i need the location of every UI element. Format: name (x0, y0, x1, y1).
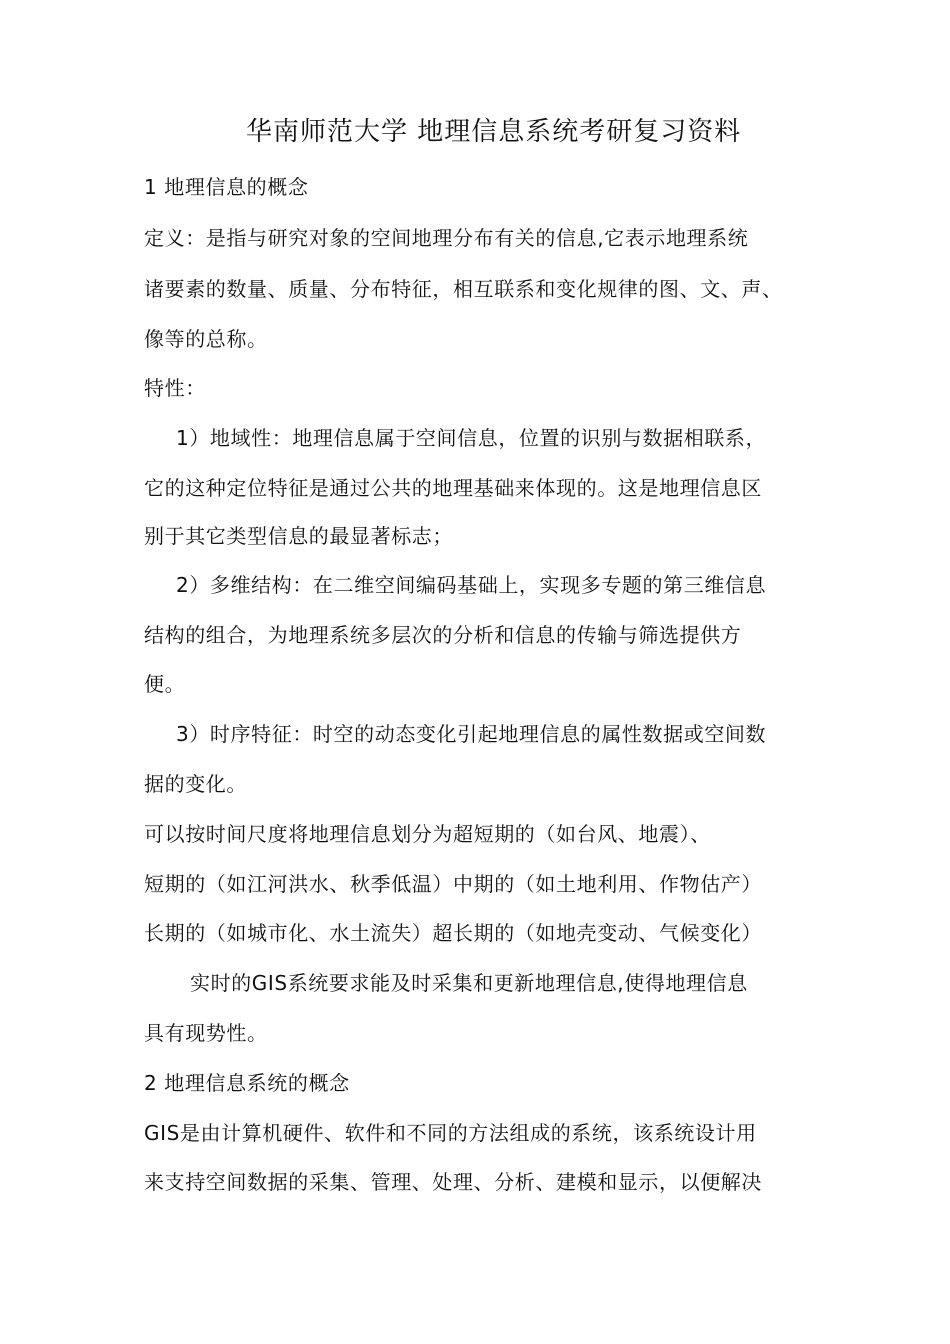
paragraph-line: 便。 (144, 672, 186, 696)
paragraph-line: 据的变化。 (144, 772, 247, 796)
paragraph-line: 实时的GIS系统要求能及时采集和更新地理信息,使得地理信息 (190, 971, 748, 995)
paragraph-line: 像等的总称。 (144, 327, 268, 351)
paragraph-line: 具有现势性。 (144, 1021, 268, 1045)
section-heading-1: 1 地理信息的概念 (144, 175, 309, 199)
paragraph-line: 长期的（如城市化、水土流失）超长期的（如地壳变动、气候变化） (144, 921, 762, 945)
paragraph-line: 它的这种定位特征是通过公共的地理基础来体现的。这是地理信息区 (144, 476, 762, 500)
paragraph-line: 来支持空间数据的采集、管理、处理、分析、建模和显示，以便解决 (144, 1170, 762, 1194)
section-heading-2: 2 地理信息系统的概念 (144, 1071, 350, 1095)
paragraph-line: 结构的组合，为地理系统多层次的分析和信息的传输与筛选提供方 (144, 623, 742, 647)
paragraph-line: GIS是由计算机硬件、软件和不同的方法组成的系统，该系统设计用 (144, 1121, 757, 1145)
paragraph-line: 可以按时间尺度将地理信息划分为超短期的（如台风、地震）、 (144, 822, 711, 846)
paragraph-line: 定义：是指与研究对象的空间地理分布有关的信息,它表示地理系统 (144, 226, 749, 250)
paragraph-line: 别于其它类型信息的最显著标志； (144, 524, 453, 548)
paragraph-line: 特性： (144, 376, 206, 400)
paragraph-line: 短期的（如江河洪水、秋季低温）中期的（如土地利用、作物估产） (144, 872, 762, 896)
list-item-2: 2）多维结构：在二维空间编码基础上，实现多专题的第三维信息 (176, 573, 767, 597)
list-item-3: 3）时序特征：时空的动态变化引起地理信息的属性数据或空间数 (176, 722, 767, 746)
document-title: 华南师范大学 地理信息系统考研复习资料 (246, 117, 742, 147)
list-item-1: 1）地域性：地理信息属于空间信息，位置的识别与数据相联系， (176, 426, 767, 450)
paragraph-line: 诸要素的数量、质量、分布特征，相互联系和变化规律的图、文、声、 (144, 277, 783, 301)
